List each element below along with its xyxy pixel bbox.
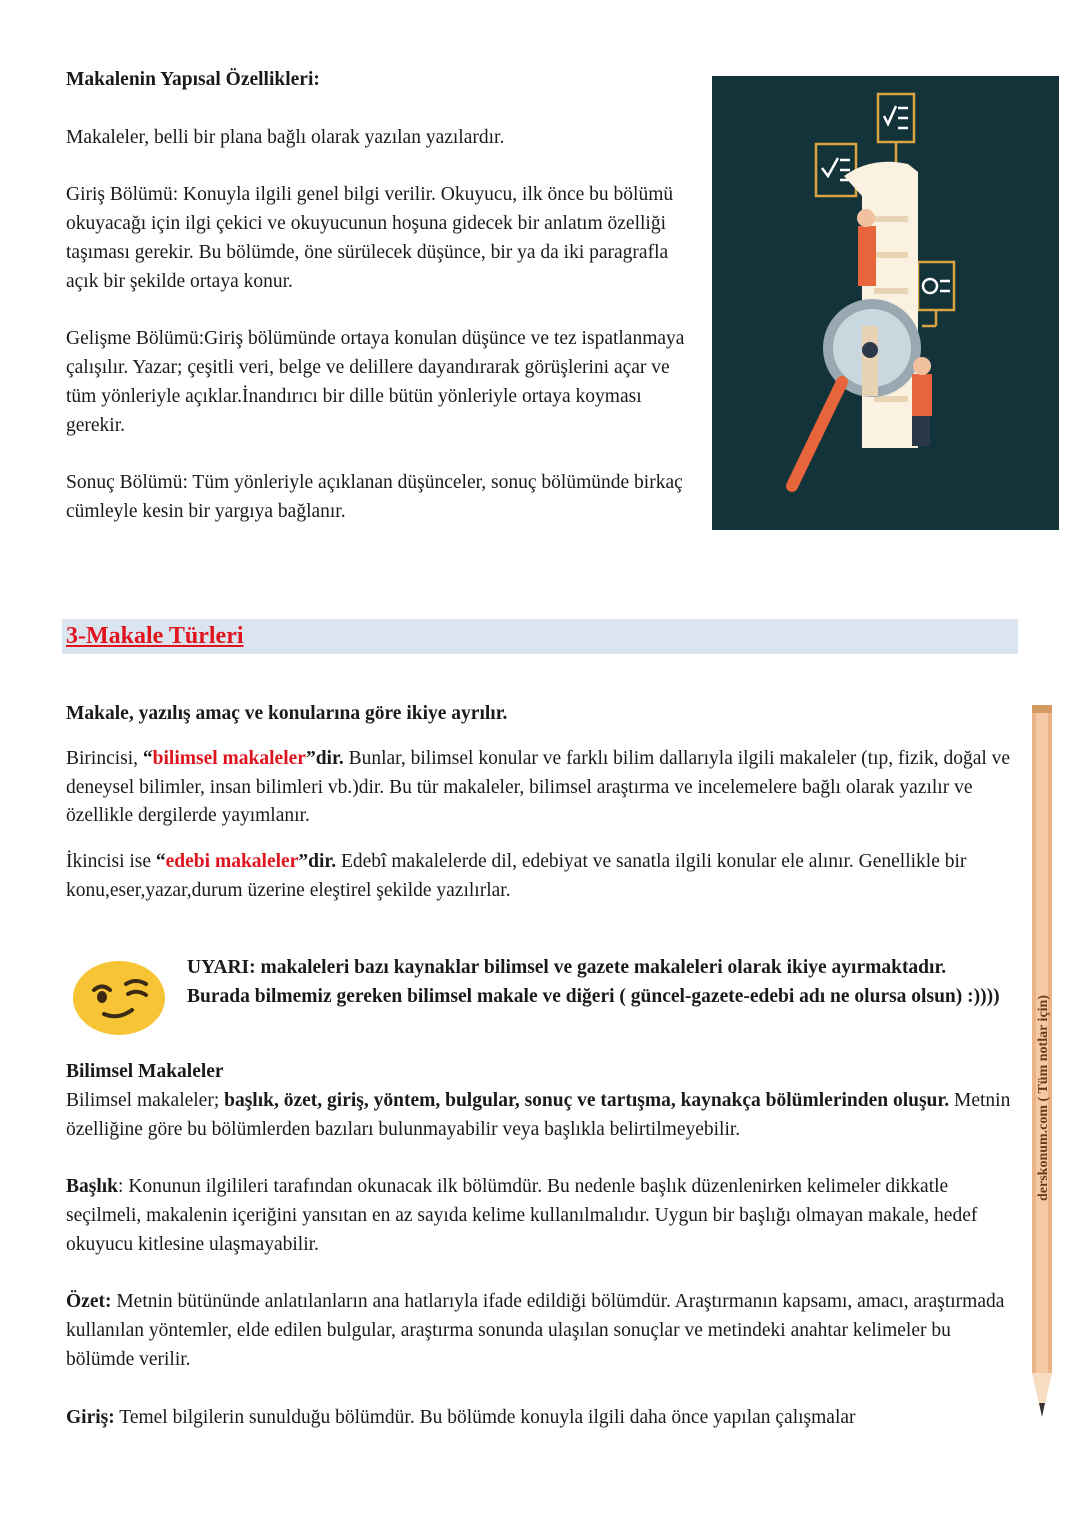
conclusion-section-paragraph: Sonuç Bölümü: Tüm yönleriyle açıklanan düşünceler, sonuç bölümünde birkaç cümleyle kesin bir yargıya bağlanır. [66,472,683,522]
title-section-paragraph: Başlık: Konunun ilgilileri tarafından okunacak ilk bölümdür. Bu nedenle başlık düzenlenirken kelimeler dikkatle seçilmeli, makalenin içeriğini yansıtan en az sayıda kelime kullanılmalıdır. Uygun bir başlığı olmayan makale, hedef okuyucu kitlesine ulaşmayabilir. [66,1176,978,1255]
literary-articles-paragraph: İkincisi ise “edebi makaleler”dir. Edebî makalelerde dil, edebiyat ve sanatla ilgili konular ele alınır. Genellikle bir konu,eser,yazar,durum üzerine eleştirel şekilde yazılırlar. [66,851,967,901]
pencil-watermark: derskonum.com ( Tüm notlar için) [1036,995,1051,1201]
scientific-article-sections [66,1058,1011,1432]
warning-note: UYARI: makaleleri bazı kaynaklar bilimsel ve gazete makaleleri olarak ikiye ayırmaktadır. Burada bilmemiz gereken bilimsel makale ve diğeri ( güncel-gazete-edebi adı ne olursa olsun) :)))) [187,957,1000,1007]
introduction-section-paragraph: Giriş: Temel bilgilerin sunulduğu bölümdür. Bu bölümde konuyla ilgili daha önce yapılan çalışmalar [66,1406,856,1428]
structure-section [66,66,696,556]
article-illustration [712,76,1059,530]
types-lead: Makale, yazılış amaç ve konularına göre ikiye ayrılır. [66,703,508,724]
development-section-paragraph: Gelişme Bölümü:Giriş bölümünde ortaya konulan düşünce ve tez ispatlanmaya çalışılır. Yazar; çeşitli veri, belge ve delillere dayandırarak görüşlerini açar ve tüm yönleriyle açıklar.İnandırıcı bir dille bütün yönleriyle ortaya koyması gerekir. [66,328,685,436]
article-types-section [66,700,1016,923]
structure-heading: Makalenin Yapısal Özellikleri: [66,69,320,90]
scientific-articles-description: Bilimsel makaleler; başlık, özet, giriş, yöntem, bulgular, sonuç ve tartışma, kaynakça bölümlerinden oluşur. Metnin özelliğine göre bu bölümlerden bazıları bulunmayabilir veya başlıkla belirtilmeyebilir. [66,1089,1011,1140]
scientific-articles-block [66,1058,1011,1144]
structure-intro: Makaleler, belli bir plana bağlı olarak yazılan yazılardır. [66,126,505,148]
scientific-articles-heading: Bilimsel Makaleler [66,1061,224,1082]
literary-articles-term: edebi makaleler [165,851,299,873]
pencil-icon [1028,705,1056,1425]
winking-face-icon [72,960,166,1036]
intro-section-paragraph: Giriş Bölümü: Konuyla ilgili genel bilgi verilir. Okuyucu, ilk önce bu bölümü okuyacağı için ilgi çekici ve okuyucunun hoşuna gidecek bir anlatım özelliği taşıması gerekir. Bu bölümde, öne sürülecek düşünce, bir ya da iki paragrafla açık bir şekilde ortaya konur. [66,184,674,292]
scientific-articles-term: bilimsel makaleler [152,747,306,769]
abstract-section-paragraph: Özet: Metnin bütününde anlatılanların ana hatlarıyla ifade edildiği bölümdür. Araştırmanın kapsamı, amacı, araştırmada kullanılan yöntemler, elde edilen bulgular, araştırma sonunda ulaşılan sonuçlar ve metindeki anahtar kelimeler bu bölümde verilir. [66,1291,1005,1370]
section-title: 3-Makale Türleri [66,623,244,649]
scientific-articles-paragraph: Birincisi, “bilimsel makaleler”dir. Bunlar, bilimsel konular ve farklı bilim dallarıyla ilgili makaleler (tıp, fizik, doğal ve deneysel bilimler, insan bilimleri vb.)dir. Bu tür makaleler, bilimsel araştırma ve incelemelere bağlı olarak yazılır ve özellikle dergilerde yayımlanır. [66,747,1011,827]
